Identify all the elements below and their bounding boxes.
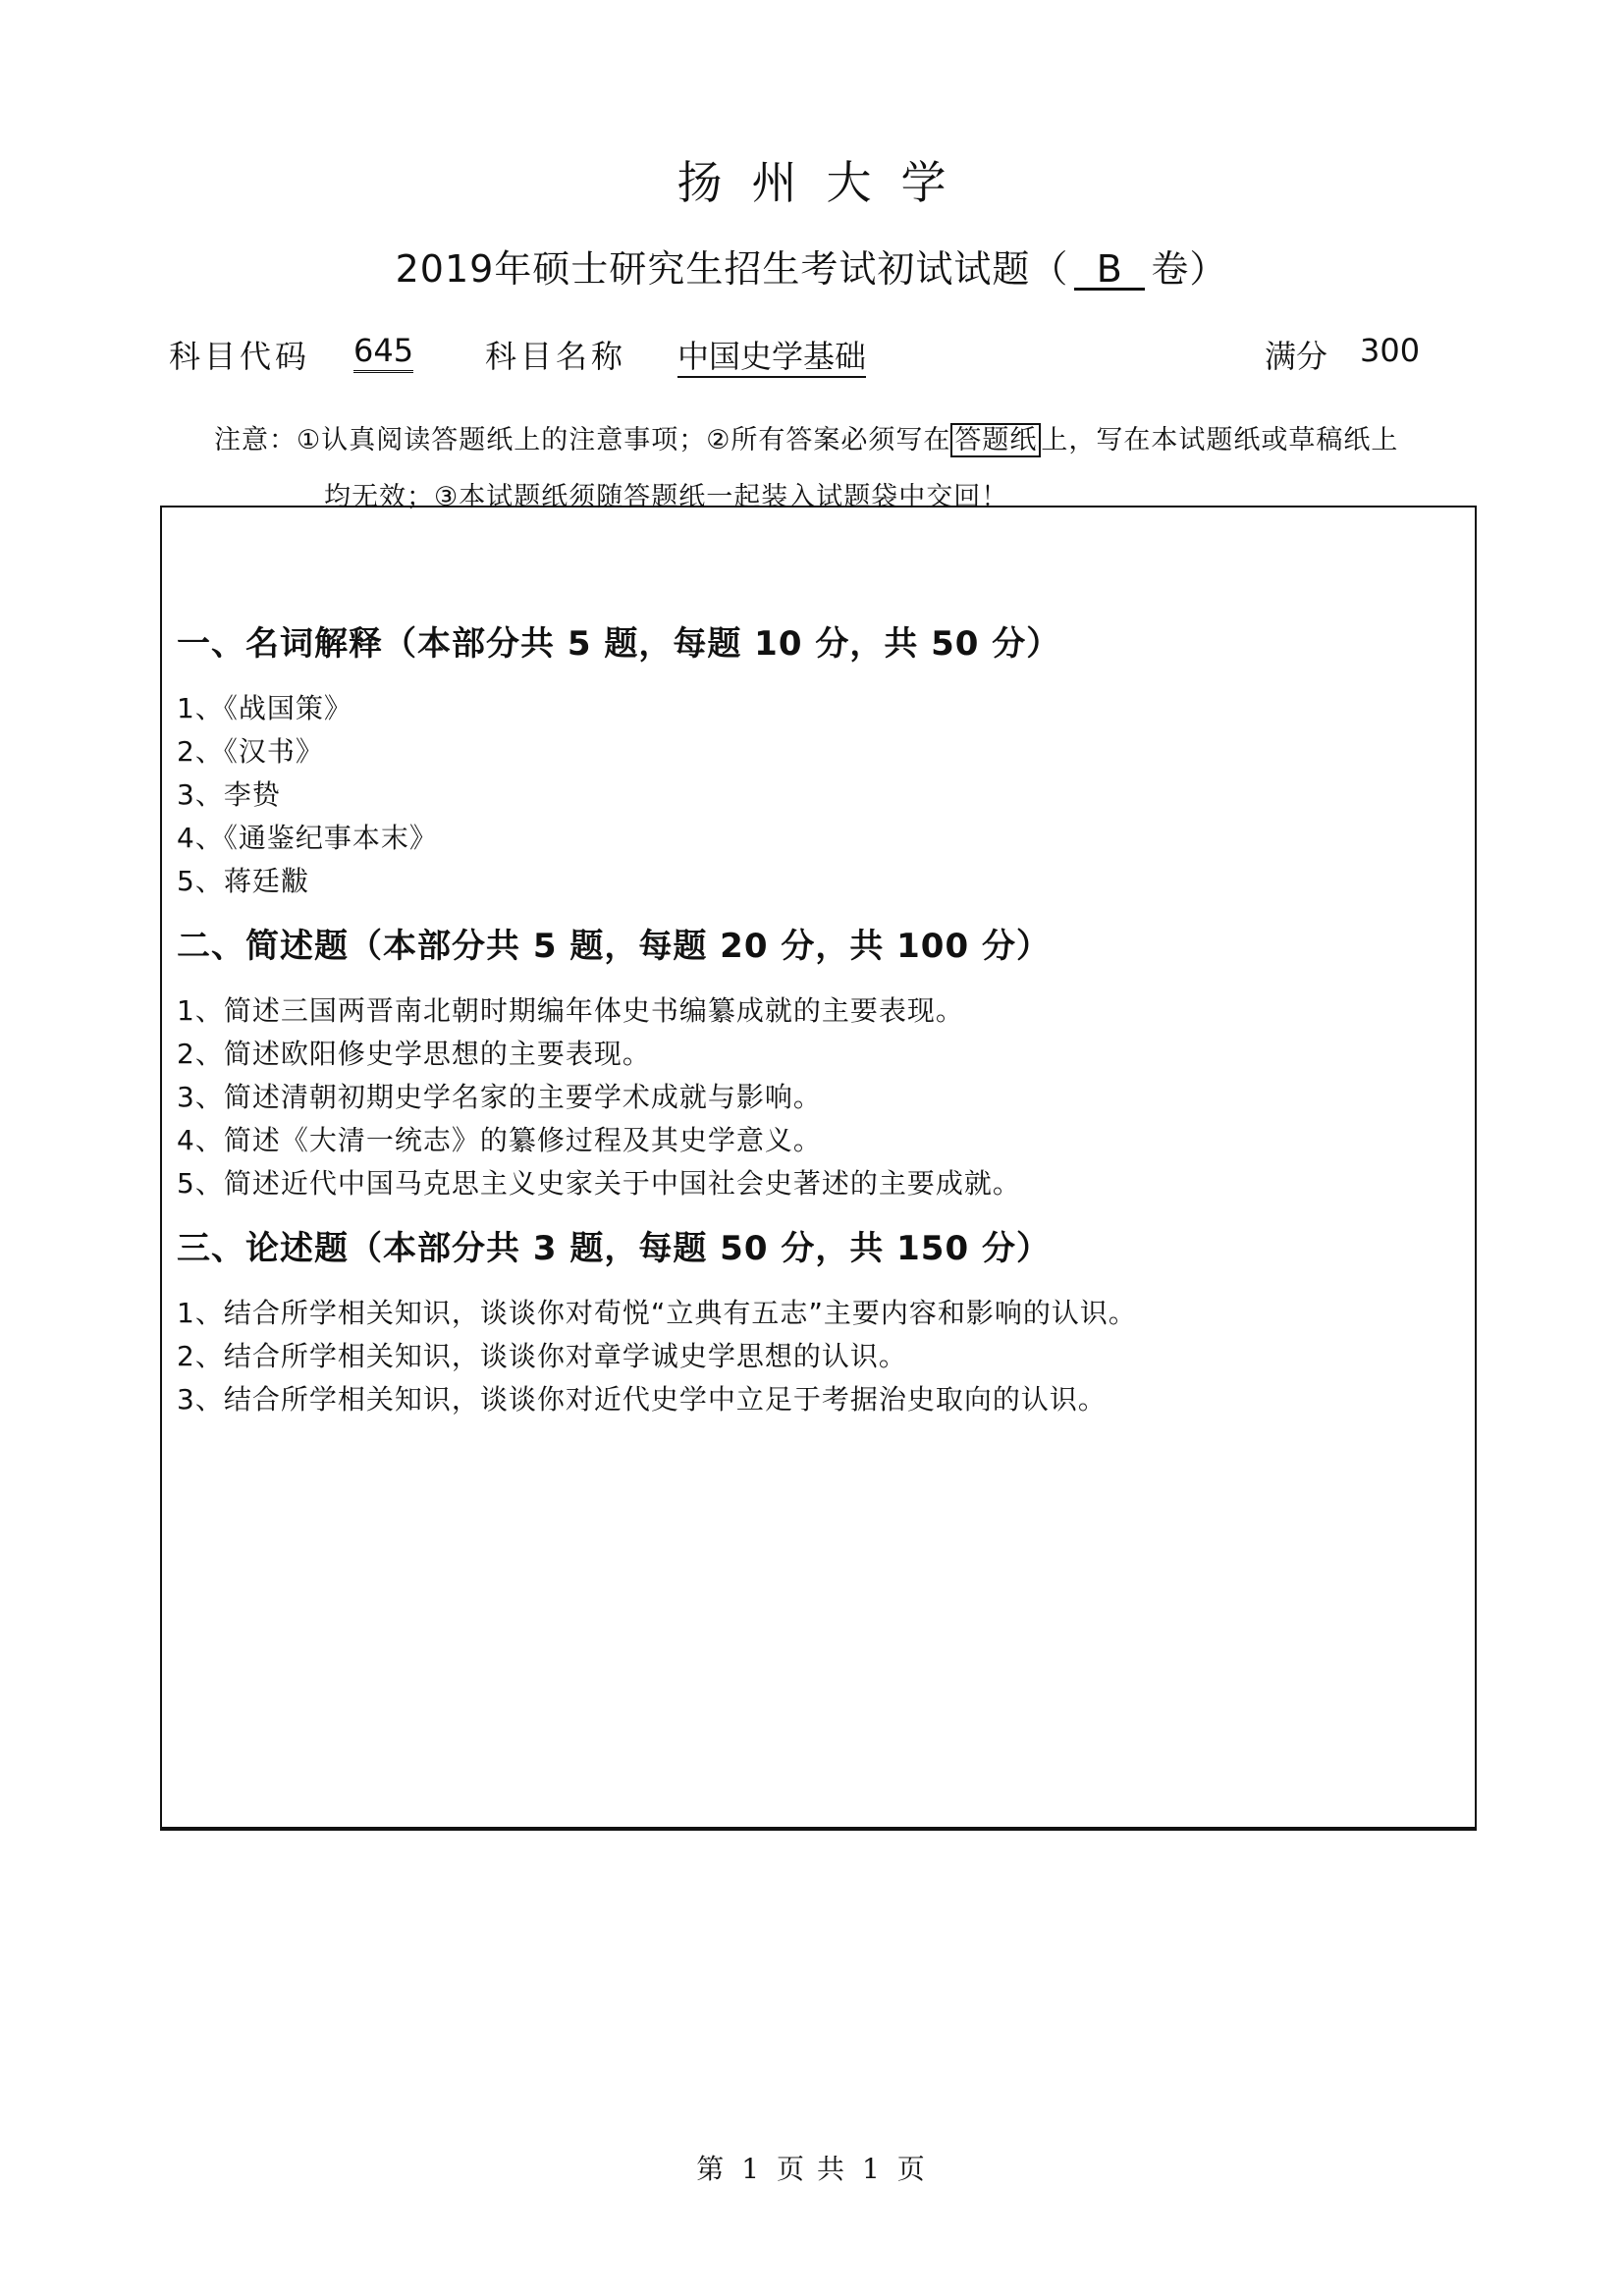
university-name: 扬州大学	[676, 156, 976, 209]
notice-line-2: 均无效；③本试题纸须随答题纸一起装入试题袋中交回！	[324, 482, 1009, 512]
list-item: 5、简述近代中国马克思主义史家关于中国社会史著述的主要成就。	[177, 1167, 1021, 1200]
page-footer: 第 1 页 共 1 页	[696, 2153, 927, 2185]
list-item: 3、李贽	[177, 778, 281, 811]
list-item: 5、蒋廷黻	[177, 865, 309, 897]
list-item: 1、结合所学相关知识，谈谈你对荀悦“立典有五志”主要内容和影响的认识。	[177, 1297, 1137, 1329]
page-total: 1	[861, 2153, 882, 2185]
subject-code-label: 科目代码	[169, 338, 311, 375]
list-item: 4、《通鉴纪事本末》	[177, 822, 438, 854]
list-item: 2、《汉书》	[177, 735, 324, 768]
full-score-label: 满分	[1265, 338, 1328, 375]
exam-volume: B	[1074, 250, 1145, 291]
list-item: 3、简述清朝初期史学名家的主要学术成就与影响。	[177, 1081, 822, 1113]
exam-title-prefix: 2019年硕士研究生招生考试初试试题（	[395, 247, 1069, 291]
full-score: 300	[1360, 332, 1421, 369]
notice-label: 注意：	[214, 425, 297, 455]
subject-name-label: 科目名称	[485, 338, 627, 375]
section-heading-3: 三、论述题（本部分共 3 题，每题 50 分，共 150 分）	[177, 1229, 1051, 1268]
list-item: 2、简述欧阳修史学思想的主要表现。	[177, 1038, 651, 1070]
notice-line-1: 注意：①认真阅读答题纸上的注意事项；②所有答案必须写在 答题纸 上，写在本试题纸或草稿纸上	[214, 425, 1399, 455]
subject-name: 中国史学基础	[677, 332, 866, 377]
page-current: 1	[741, 2153, 762, 2185]
boxed-answer-sheet: 答题纸	[950, 423, 1041, 457]
list-item: 4、简述《大清一统志》的纂修过程及其史学意义。	[177, 1124, 822, 1156]
list-item: 1、《战国策》	[177, 692, 352, 724]
subject-code: 645	[353, 332, 413, 369]
list-item: 2、结合所学相关知识，谈谈你对章学诚史学思想的认识。	[177, 1340, 907, 1372]
list-item: 3、结合所学相关知识，谈谈你对近代史学中立足于考据治史取向的认识。	[177, 1383, 1107, 1415]
section-heading-1: 一、名词解释（本部分共 5 题，每题 10 分，共 50 分）	[177, 624, 1061, 664]
list-item: 1、简述三国两晋南北朝时期编年体史书编纂成就的主要表现。	[177, 994, 964, 1027]
exam-title-suffix: 卷）	[1151, 247, 1228, 291]
exam-title	[0, 239, 1623, 293]
section-heading-2: 二、简述题（本部分共 5 题，每题 20 分，共 100 分）	[177, 927, 1051, 966]
